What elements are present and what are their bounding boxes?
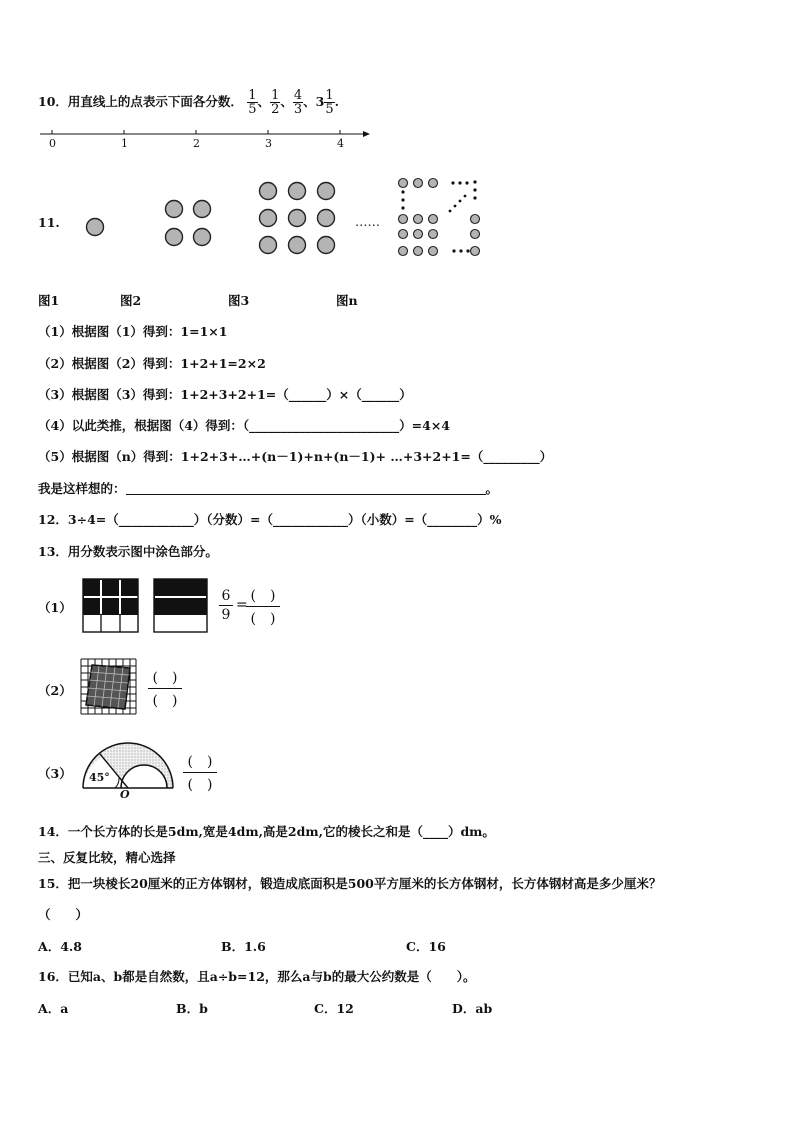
tick-label-3: 3 — [265, 137, 272, 150]
q10-label: 10．用直线上的点表示下面各分数． — [38, 94, 243, 109]
fig-label-3: 图3 — [228, 293, 250, 308]
number-line — [38, 126, 378, 156]
q16-option-b[interactable]: B．b — [176, 1001, 208, 1016]
q13-eq-fraction: 6 9 — [219, 588, 233, 623]
tick-label-1: 1 — [121, 137, 128, 150]
q13-answer-1[interactable]: ( ) ( ) — [246, 585, 280, 628]
tilted-square-grid — [80, 658, 138, 716]
q13-eq-sign: = — [236, 597, 248, 613]
q10-mixed-fraction: $\frac{1}{5}$ — [325, 88, 334, 117]
tick-label-0: 0 — [49, 137, 56, 150]
q13-part-1-label: （1） — [38, 600, 72, 615]
q15-text: 15．把一块棱长20厘米的正方体钢材，锻造成底面积是500平方厘米的长方体钢材，长方体钢材高是多少厘米？ — [38, 876, 662, 891]
q10-fraction-3: $\frac{4}{3}$ — [293, 88, 303, 117]
section-3-heading: 三、反复比较，精心选择 — [38, 850, 176, 865]
q11-line-1: （1）根据图（1）得到：1=1×1 — [38, 324, 228, 339]
q11-line-5: （5）根据图（n）得到：1+2+3+…+(n－1)+n+(n－1)+ …+3+2+1=（_________） — [38, 449, 553, 464]
q11-ellipsis: …… — [355, 214, 380, 229]
q11-line-3: （3）根据图（3）得到：1+2+3+2+1=（______）×（______） — [38, 387, 412, 402]
fig-label-2: 图2 — [120, 293, 142, 308]
q11-label: 11. — [38, 215, 60, 230]
bar-figure-thirds — [153, 578, 209, 634]
dot-figure-n — [395, 175, 487, 261]
q11-line-4: （4）以此类推，根据图（4）得到：（________________________）=4×4 — [38, 418, 450, 433]
grid-figure-3x3 — [82, 578, 140, 634]
q14-text: 14．一个长方体的长是5dm,宽是4dm,高是2dm,它的棱长之和是（____）dm。 — [38, 824, 495, 839]
q10-mixed-whole: 3 — [315, 94, 325, 109]
q16-option-a[interactable]: A．a — [38, 1001, 69, 1016]
angle-label: 45° — [89, 771, 110, 784]
tick-label-2: 2 — [193, 137, 200, 150]
q16-text: 16．已知a、b都是自然数，且a÷b=12，那么a与b的最大公约数是（ ）。 — [38, 969, 476, 984]
q13-label: 13．用分数表示图中涂色部分。 — [38, 544, 218, 559]
q13-part-2-label: （2） — [38, 683, 72, 698]
dot-figure-1 — [84, 216, 108, 240]
q13-part-3-label: （3） — [38, 766, 72, 781]
q12-text: 12．3÷4=（____________）（分数）=（____________）（小数）=（________）% — [38, 512, 502, 527]
tick-label-4: 4 — [337, 137, 344, 150]
q10-fraction-1: $\frac{1}{5}$ — [248, 88, 257, 117]
q11-think-line: 我是这样想的： 。 — [38, 481, 499, 496]
q13-answer-2[interactable]: ( ) ( ) — [148, 667, 182, 710]
q15-option-c[interactable]: C．16 — [406, 939, 446, 954]
fig-label-n: 图n — [336, 293, 358, 308]
q15-option-b[interactable]: B．1.6 — [221, 939, 266, 954]
q15-answer-paren[interactable]: （ ） — [38, 907, 89, 922]
q16-option-c[interactable]: C．12 — [314, 1001, 354, 1016]
dot-figure-3 — [256, 179, 342, 263]
semicircle-figure — [80, 738, 180, 802]
q11-line-2: （2）根据图（2）得到：1+2+1=2×2 — [38, 356, 266, 371]
q15-option-a[interactable]: A．4.8 — [38, 939, 82, 954]
fig-label-1: 图1 — [38, 293, 60, 308]
center-label: O — [120, 788, 130, 801]
q16-option-d[interactable]: D．ab — [452, 1001, 493, 1016]
q11-think-label: 我是这样想的： — [38, 481, 126, 496]
q10-fraction-2: $\frac{1}{2}$ — [271, 88, 280, 117]
q10-line: 10．用直线上的点表示下面各分数． $\frac{1}{5}$ 、 $\frac{1}{2}$ 、 $\frac{4}{3}$ 、3 $\frac{1}{5}$ . — [38, 88, 339, 117]
q13-answer-3[interactable]: ( ) ( ) — [183, 751, 217, 794]
dot-figure-2 — [162, 197, 218, 251]
q11-think-blank[interactable] — [126, 482, 486, 495]
